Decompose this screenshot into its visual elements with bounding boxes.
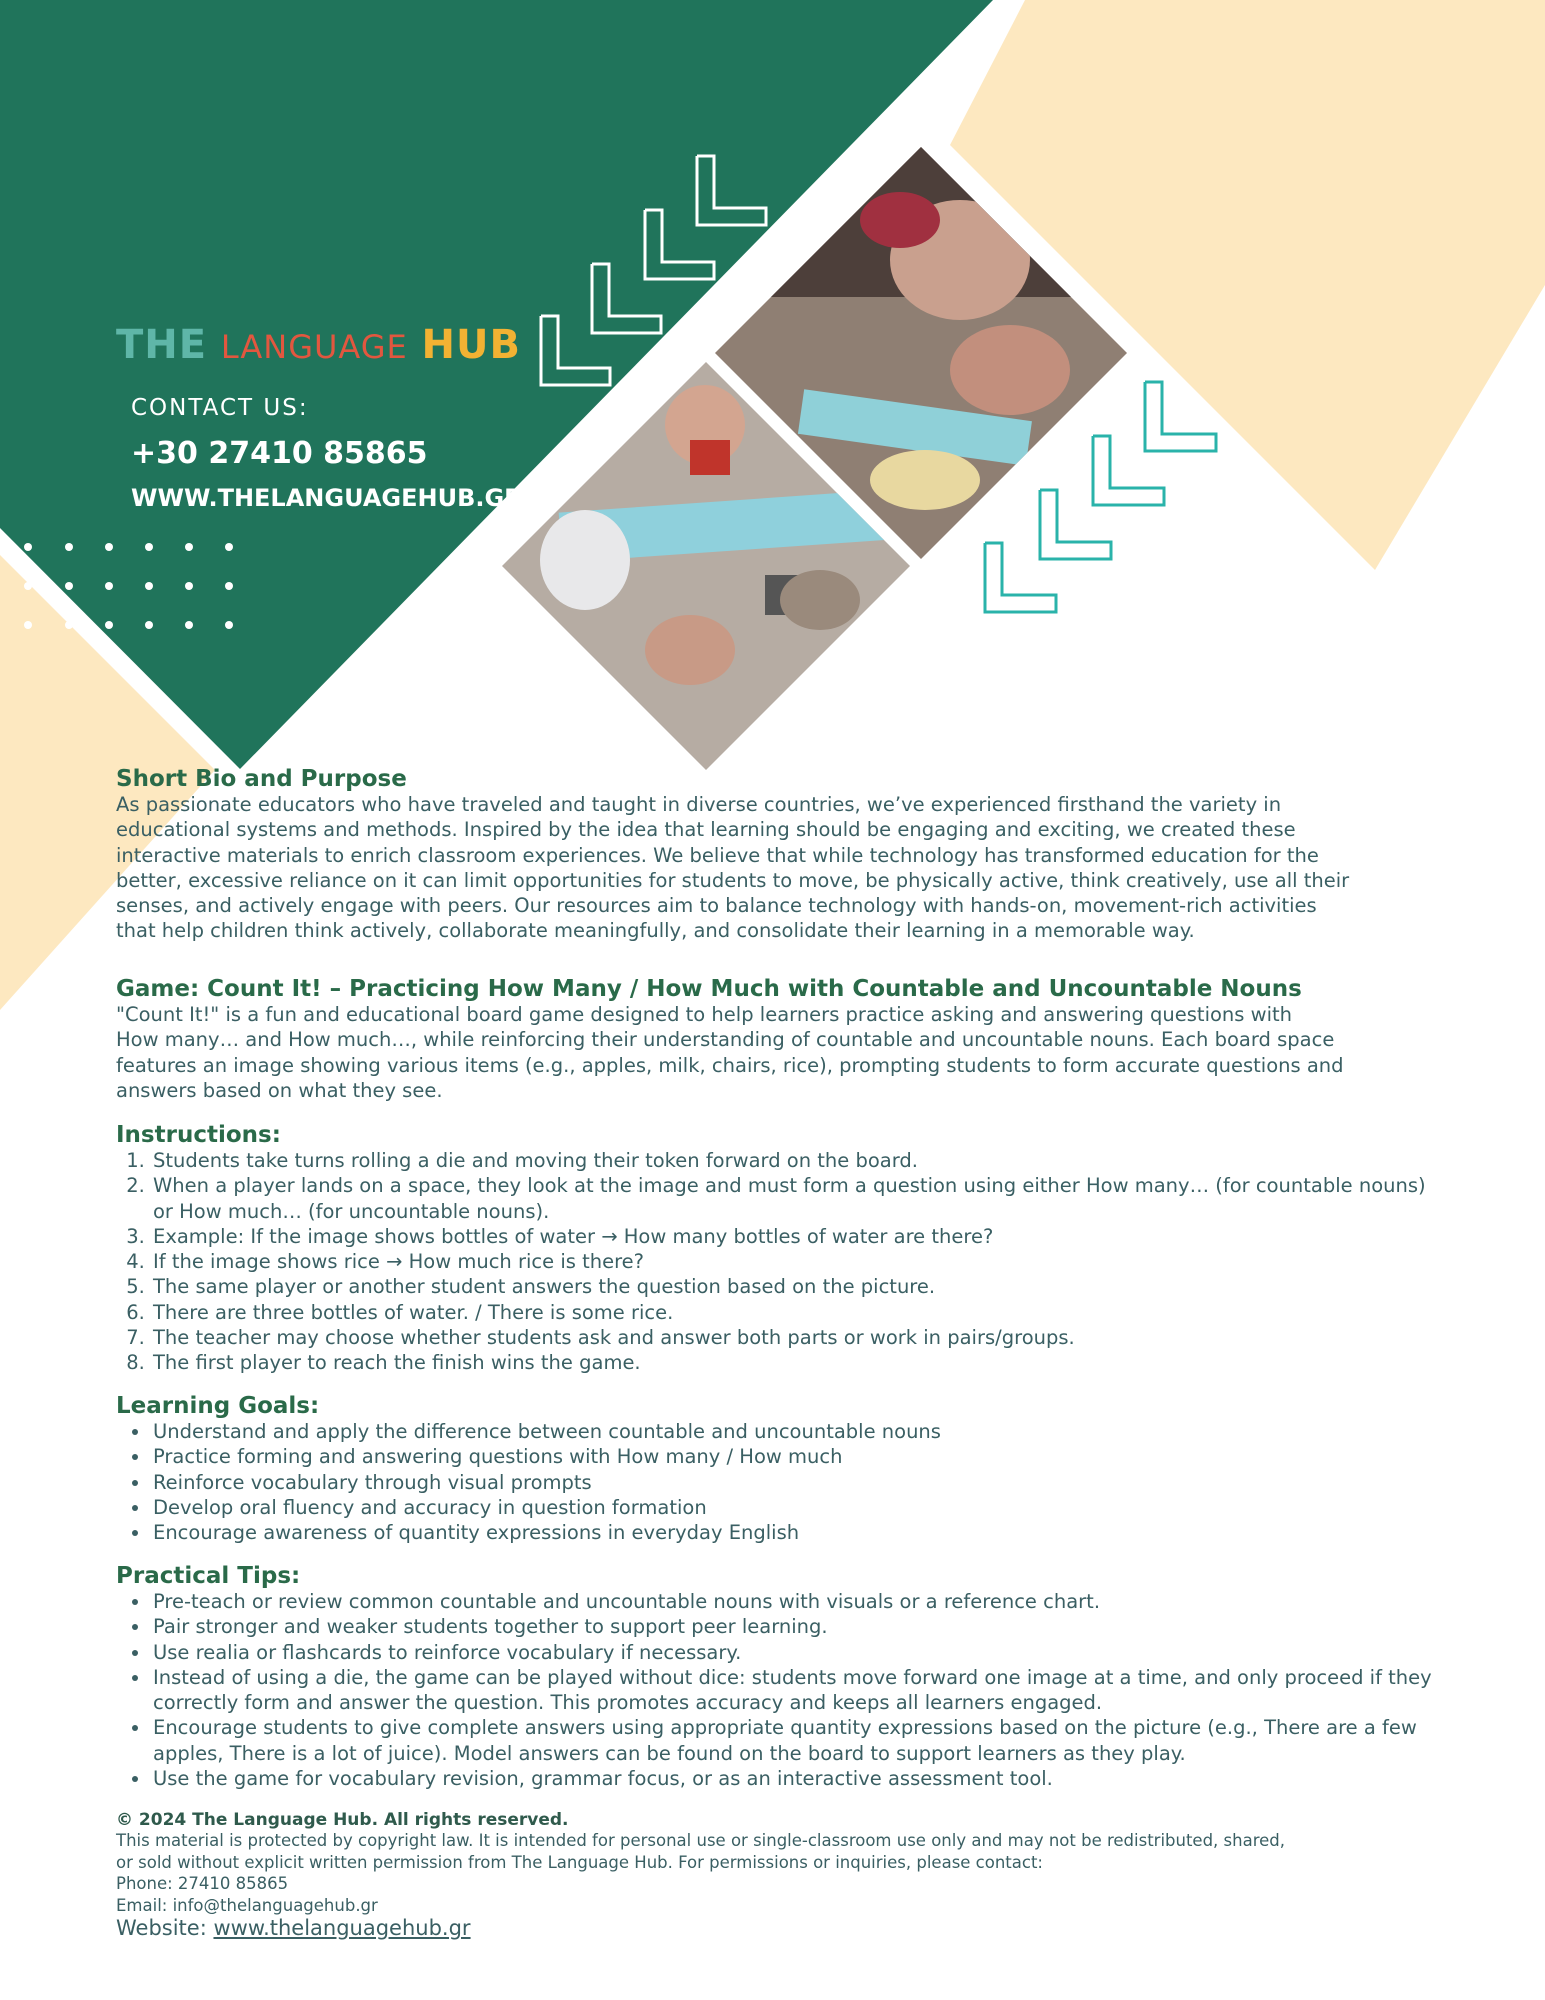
goal-item: • Develop oral fluency and accuracy in question formation [151, 1495, 1436, 1520]
bio-line: better, excessive reliance on it can limit opportunities for students to move, be physically active, think creatively, use all their [116, 868, 1350, 892]
tip-item: • Use realia or flashcards to reinforce vocabulary if necessary. [151, 1640, 1436, 1665]
copyright-notice [116, 1830, 1436, 1916]
contact-phone: +30 27410 85865 [131, 436, 428, 471]
bio-line: that help children think actively, collaborate meaningfully, and consolidate their learning in a memorable way. [116, 919, 1195, 943]
instruction-item: 5. The same player or another student answers the question based on the picture. [151, 1274, 1436, 1299]
footer-email: Email: info@thelanguagehub.gr [116, 1895, 378, 1915]
game-text [116, 1002, 1436, 1103]
instruction-item: 6. There are three bottles of water. / There is some rice. [151, 1300, 1436, 1325]
contact-label: CONTACT US: [131, 395, 309, 421]
footer-phone: Phone: 27410 85865 [116, 1874, 289, 1893]
bio-text [116, 792, 1436, 944]
goal-item: • Practice forming and answering questions with How many / How much [151, 1444, 1436, 1469]
goal-item: • Encourage awareness of quantity expressions in everyday English [151, 1520, 1436, 1545]
tips-heading: Practical Tips: [116, 1563, 301, 1589]
goals-list [116, 1419, 1436, 1545]
tip-item: • Pre-teach or review common countable and uncountable nouns with visuals or a reference chart. [151, 1589, 1436, 1614]
website-label: Website: [116, 1916, 214, 1940]
contact-website: WWW.THELANGUAGEHUB.GR [131, 484, 523, 512]
goal-item: • Reinforce vocabulary through visual prompts [151, 1470, 1436, 1495]
instruction-item: 3. Example: If the image shows bottles of water → How many bottles of water are there? [151, 1224, 1436, 1249]
tip-item: • Encourage students to give complete answers using appropriate quantity expressions based on the picture (e.g., There are a few apples, There is a lot of juice). Model answers can be found on the board to support learners as they play. [151, 1715, 1436, 1766]
tips-list [116, 1589, 1436, 1791]
goals-heading: Learning Goals: [116, 1393, 320, 1419]
bio-line: As passionate educators who have traveled and taught in diverse countries, we’ve experienced firsthand the variety in [116, 793, 1282, 816]
game-line: features an image showing various items (e.g., apples, milk, chairs, rice), prompting students to form accurate questions and [116, 1053, 1344, 1077]
instruction-item: 8. The first player to reach the finish wins the game. [151, 1350, 1436, 1375]
game-line: How many… and How much…, while reinforcing their understanding of countable and uncountable nouns. Each board space [116, 1028, 1335, 1052]
game-heading: Game: Count It! – Practicing How Many / How Much with Countable and Uncountable Nouns [116, 976, 1302, 1002]
footer-website [116, 1916, 1436, 1940]
instruction-item: 1. Students take turns rolling a die and moving their token forward on the board. [151, 1148, 1436, 1173]
instruction-item: 2. When a player lands on a space, they look at the image and must form a question using either How many… (for countable nouns) or How much… (for uncountable nouns). [151, 1173, 1436, 1224]
notice-line: or sold without explicit written permission from The Language Hub. For permissions or inquiries, please contact: [116, 1852, 1043, 1872]
bio-heading: Short Bio and Purpose [116, 766, 407, 792]
copyright-line: © 2024 The Language Hub. All rights reserved. [116, 1810, 569, 1830]
tip-item: • Instead of using a die, the game can be played without dice: students move forward one image at a time, and only proceed if they correctly form and answer the question. This promotes accuracy and keeps all learners engaged. [151, 1665, 1436, 1716]
bio-section [116, 766, 1436, 944]
instructions-section [116, 1122, 1436, 1376]
notice-line: This material is protected by copyright law. It is intended for personal use or single-classroom use only and may not be redistributed, shared, [116, 1831, 1286, 1850]
tip-item: • Pair stronger and weaker students together to support peer learning. [151, 1614, 1436, 1639]
instructions-heading: Instructions: [116, 1122, 281, 1148]
logo-word-language: LANGUAGE [220, 328, 408, 366]
tips-section [116, 1563, 1436, 1791]
tip-item: • Use the game for vocabulary revision, grammar focus, or as an interactive assessment tool. [151, 1766, 1436, 1791]
instruction-item: 7. The teacher may choose whether students ask and answer both parts or work in pairs/groups. [151, 1325, 1436, 1350]
game-line: answers based on what they see. [116, 1078, 443, 1102]
bio-line: interactive materials to enrich classroom experiences. We believe that while technology has transformed education for the [116, 843, 1319, 867]
game-line: "Count It!" is a fun and educational board game designed to help learners practice asking and answering questions with [116, 1003, 1292, 1026]
logo-word-hub: HUB [421, 322, 521, 368]
goals-section [116, 1393, 1436, 1545]
instruction-item: 4. If the image shows rice → How much rice is there? [151, 1249, 1436, 1274]
brand-logo [116, 322, 521, 368]
game-section [116, 976, 1436, 1103]
goal-item: • Understand and apply the difference between countable and uncountable nouns [151, 1419, 1436, 1444]
website-link[interactable]: www.thelanguagehub.gr [213, 1916, 471, 1940]
footer [116, 1810, 1436, 1940]
logo-word-the: THE [116, 322, 208, 368]
instructions-list [116, 1148, 1436, 1376]
bio-line: educational systems and methods. Inspired by the idea that learning should be engaging and exciting, we created these [116, 818, 1296, 842]
bio-line: senses, and actively engage with peers. Our resources aim to balance technology with hands-on, movement-rich activities [116, 894, 1317, 918]
